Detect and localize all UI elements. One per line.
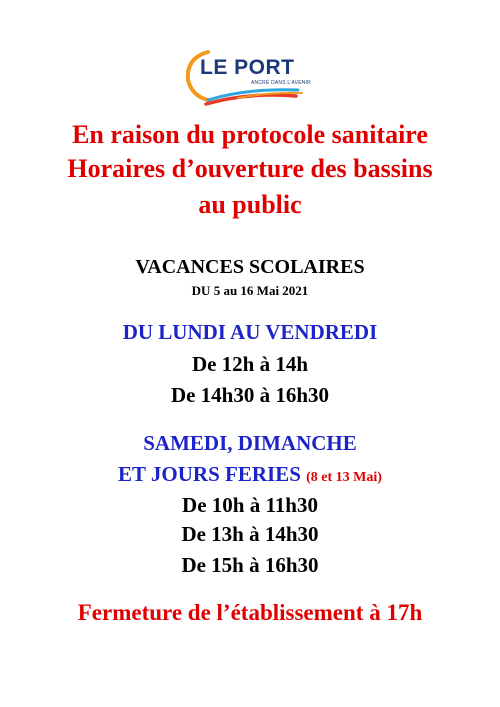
- le-port-logo: [178, 40, 338, 108]
- weekend-slot-3: De 15h à 16h30: [181, 553, 319, 577]
- period-title: VACANCES SCOLAIRES: [135, 256, 365, 278]
- period-dates: DU 5 au 16 Mai 2021: [191, 283, 309, 298]
- weekdays-label: DU LUNDI AU VENDREDI: [122, 320, 378, 344]
- heading-line-3: au public: [198, 190, 302, 219]
- weekdays-slot-2: De 14h30 à 16h30: [170, 383, 330, 407]
- holidays-note: (8 et 13 Mai): [306, 470, 382, 485]
- weekdays-slot-1: De 12h à 14h: [191, 352, 309, 376]
- logo-tagline: ANCRÉ DANS L'AVENIR: [251, 80, 311, 86]
- weekend-label-text: ET JOURS FERIES: [118, 462, 301, 486]
- weekend-slot-2: De 13h à 14h30: [181, 522, 319, 546]
- logo-name: LE PORT: [200, 56, 295, 79]
- heading-line-1: En raison du protocole sanitaire: [72, 120, 428, 149]
- weekend-slot-1: De 10h à 11h30: [182, 493, 318, 517]
- weekend-label-line-1: SAMEDI, DIMANCHE: [143, 431, 357, 455]
- closing-notice: Fermeture de l’établissement à 17h: [77, 600, 423, 625]
- heading-line-2: Horaires d’ouverture des bassins: [67, 154, 433, 183]
- weekend-label-line-2: [0, 462, 500, 487]
